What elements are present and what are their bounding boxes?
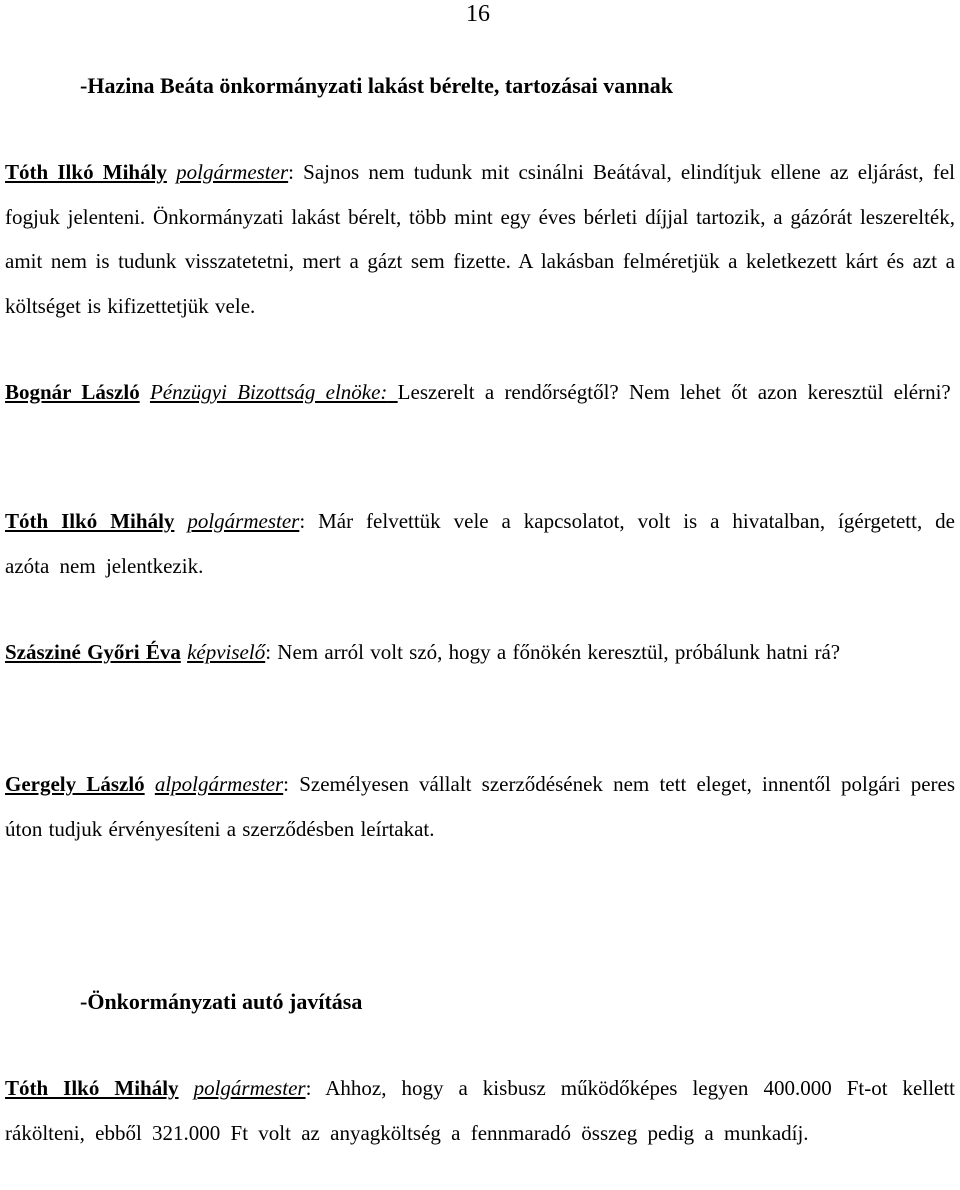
speaker-separator: [387, 380, 397, 404]
speaker-role: Pénzügyi Bizottság elnöke:: [149, 380, 388, 404]
speaker-name: Tóth Ilkó Mihály: [5, 1076, 179, 1100]
speaker-role: polgármester: [193, 1076, 306, 1100]
speaker-name: Tóth Ilkó Mihály: [5, 160, 167, 184]
statement-text: Leszerelt a rendőrségtől? Nem lehet őt azon keresztül elérni?: [397, 380, 951, 404]
paragraph-mayor-2: [5, 499, 955, 588]
statement-text: Már felvettük vele a kapcsolatot, volt is a hivatalban, ígérgetett, de azóta nem jelentkezik.: [5, 509, 955, 578]
speaker-name: Bognár László: [5, 380, 140, 404]
speaker-role: alpolgármester: [154, 772, 284, 796]
speaker-separator: :: [265, 640, 272, 664]
speaker-separator: :: [283, 772, 290, 796]
paragraph-mayor-1: [5, 150, 955, 328]
statement-text: Sajnos nem tudunk mit csinálni Beátával, elindítjuk ellene az eljárást, fel fogjuk jelenteni. Önkormányzati lakást bérelt, több mint egy éves bérleti díjjal tartozik, a gázórát leszerelték, amit nem is tudunk visszatetetni, mert a gázt sem fizette. A lakásban felméretjük a keletkezett kárt és azt a költséget is kifizettetjük vele.: [5, 160, 955, 318]
statement-text: Személyesen vállalt szerződésének nem tett eleget, innentől polgári peres úton tudjuk érvényesíteni a szerződésben leírtakat.: [5, 772, 956, 841]
paragraph-szasziné: [5, 630, 955, 675]
speaker-name: Gergely László: [5, 772, 145, 796]
speaker-name: Szásziné Győri Éva: [5, 640, 181, 664]
paragraph-gergely: [5, 762, 955, 851]
paragraph-mayor-3: [5, 1066, 955, 1155]
speaker-name: Tóth Ilkó Mihály: [5, 509, 175, 533]
statement-text: Ahhoz, hogy a kisbusz működőképes legyen 400.000 Ft-ot kellett rákölteni, ebből 321.000 Ft volt az anyagköltség a fennmaradó összeg pedig a munkadíj.: [5, 1076, 956, 1145]
page-number: 16: [466, 1, 490, 27]
speaker-separator: :: [299, 509, 306, 533]
speaker-separator: :: [288, 160, 294, 184]
statement-text: Nem arról volt szó, hogy a főnökén keresztül, próbálunk hatni rá?: [271, 640, 841, 664]
paragraph-bognar: [5, 370, 955, 415]
section-heading-auto: -Önkormányzati autó javítása: [80, 989, 363, 1014]
section-heading-hazina: -Hazina Beáta önkormányzati lakást bérelte, tartozásai vannak: [80, 73, 673, 98]
speaker-role: polgármester: [187, 509, 300, 533]
speaker-separator: :: [305, 1076, 312, 1100]
speaker-role: képviselő: [187, 640, 266, 664]
speaker-role: polgármester: [176, 160, 289, 184]
